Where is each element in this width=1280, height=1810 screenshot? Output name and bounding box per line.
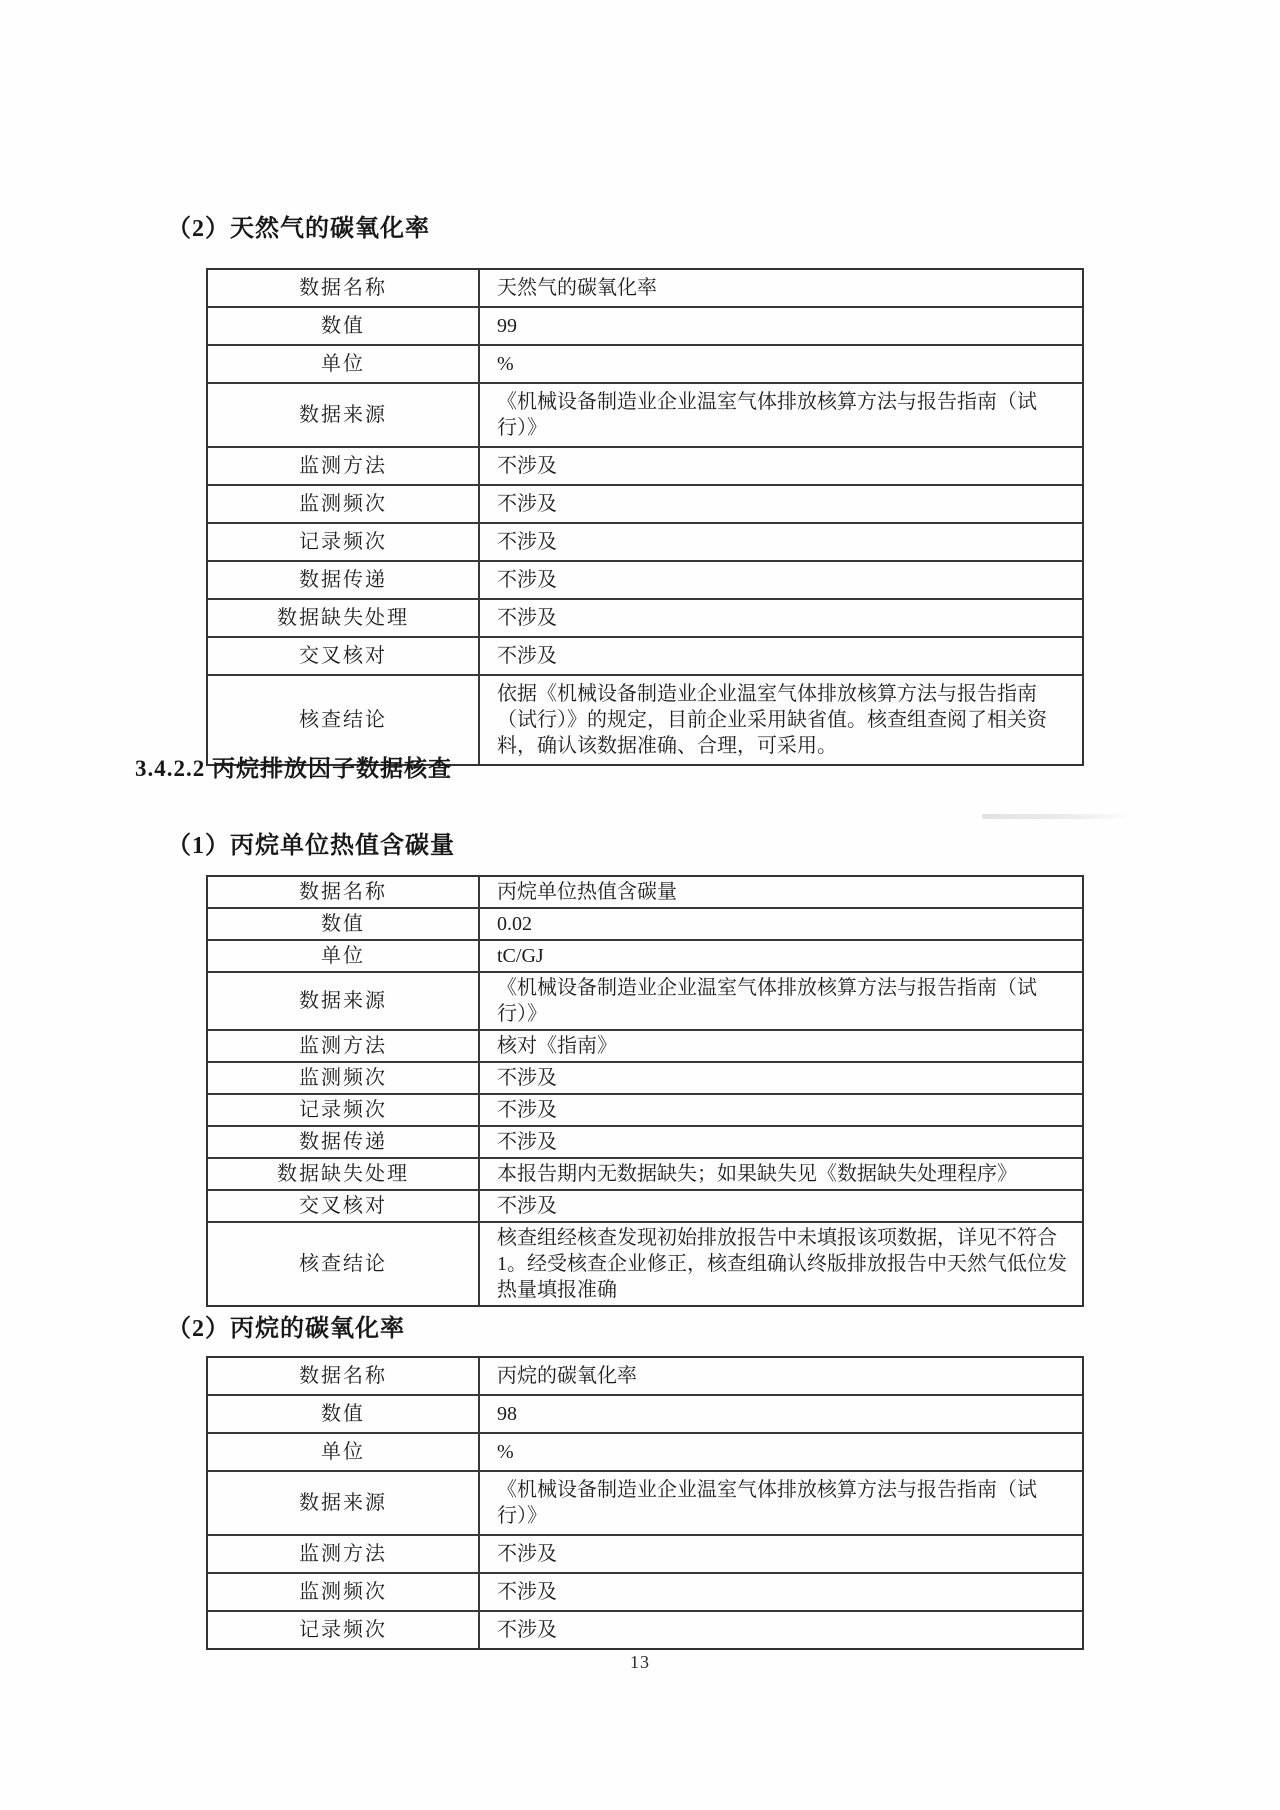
row-label: 核查结论 bbox=[208, 1223, 480, 1305]
table-row bbox=[208, 1572, 1082, 1610]
row-label: 数据缺失处理 bbox=[208, 600, 480, 636]
row-label: 记录频次 bbox=[208, 524, 480, 560]
table-propane-oxidation-rate bbox=[206, 1356, 1084, 1650]
row-label: 核查结论 bbox=[208, 676, 480, 764]
table-row bbox=[208, 939, 1082, 971]
table-row bbox=[208, 971, 1082, 1029]
scan-artifact bbox=[982, 814, 1132, 819]
table-row bbox=[208, 907, 1082, 939]
row-value: 《机械设备制造业企业温室气体排放核算方法与报告指南（试行）》 bbox=[497, 1479, 1037, 1527]
row-value: 《机械设备制造业企业温室气体排放核算方法与报告指南（试行）》 bbox=[497, 977, 1037, 1025]
table-row bbox=[208, 382, 1082, 446]
row-value: 不涉及 bbox=[497, 1619, 557, 1641]
row-value: 依据《机械设备制造业企业温室气体排放核算方法与报告指南（试行）》的规定，目前企业采用缺省值。核查组查阅了相关资料，确认该数据准确、合理，可采用。 bbox=[497, 683, 1047, 757]
row-label: 数据名称 bbox=[208, 270, 480, 306]
row-value: 不涉及 bbox=[497, 1099, 557, 1121]
table-natural-gas-oxidation-rate bbox=[206, 268, 1084, 766]
table-row bbox=[208, 344, 1082, 382]
row-label: 监测方法 bbox=[208, 1536, 480, 1572]
row-value: 99 bbox=[497, 315, 517, 337]
row-label: 监测频次 bbox=[208, 486, 480, 522]
row-label: 数据传递 bbox=[208, 1127, 480, 1157]
table-row bbox=[208, 1610, 1082, 1648]
table-row bbox=[208, 1029, 1082, 1061]
row-label: 记录频次 bbox=[208, 1095, 480, 1125]
row-label: 数据来源 bbox=[208, 973, 480, 1029]
heading-propane-oxidation-rate: （2）丙烷的碳氧化率 bbox=[167, 1316, 405, 1342]
table-row bbox=[208, 1432, 1082, 1470]
table-row bbox=[208, 1534, 1082, 1572]
row-value: 不涉及 bbox=[497, 607, 557, 629]
table-row bbox=[208, 1358, 1082, 1394]
row-value: 丙烷单位热值含碳量 bbox=[497, 881, 677, 903]
row-label: 监测方法 bbox=[208, 1031, 480, 1061]
table-row bbox=[208, 1125, 1082, 1157]
table-row bbox=[208, 1470, 1082, 1534]
row-label: 数值 bbox=[208, 1396, 480, 1432]
row-value: 不涉及 bbox=[497, 1581, 557, 1603]
row-value: 不涉及 bbox=[497, 1195, 557, 1217]
row-label: 数据名称 bbox=[208, 1358, 480, 1394]
heading-section-3-4-2-2: 3.4.2.2 丙烷排放因子数据核查 bbox=[135, 756, 452, 781]
row-value: 不涉及 bbox=[497, 493, 557, 515]
row-label: 数据传递 bbox=[208, 562, 480, 598]
row-value: % bbox=[497, 353, 514, 375]
row-label: 交叉核对 bbox=[208, 1191, 480, 1221]
row-value: 本报告期内无数据缺失；如果缺失见《数据缺失处理程序》 bbox=[497, 1163, 1017, 1185]
row-label: 监测频次 bbox=[208, 1063, 480, 1093]
row-value: 《机械设备制造业企业温室气体排放核算方法与报告指南（试行）》 bbox=[497, 391, 1037, 439]
table-row bbox=[208, 598, 1082, 636]
heading-natural-gas-oxidation-rate: （2）天然气的碳氧化率 bbox=[167, 216, 430, 242]
row-value: 不涉及 bbox=[497, 645, 557, 667]
table-row bbox=[208, 484, 1082, 522]
table-row bbox=[208, 1221, 1082, 1305]
row-value: 98 bbox=[497, 1403, 517, 1425]
table-row bbox=[208, 674, 1082, 764]
table-row bbox=[208, 1394, 1082, 1432]
row-label: 记录频次 bbox=[208, 1612, 480, 1648]
row-label: 交叉核对 bbox=[208, 638, 480, 674]
table-row bbox=[208, 522, 1082, 560]
row-label: 单位 bbox=[208, 941, 480, 971]
row-label: 数据名称 bbox=[208, 877, 480, 907]
table-row bbox=[208, 306, 1082, 344]
row-label: 监测频次 bbox=[208, 1574, 480, 1610]
table-row bbox=[208, 1189, 1082, 1221]
table-row bbox=[208, 446, 1082, 484]
table-row bbox=[208, 560, 1082, 598]
row-value: 0.02 bbox=[497, 913, 532, 935]
row-label: 数据缺失处理 bbox=[208, 1159, 480, 1189]
row-value: 天然气的碳氧化率 bbox=[497, 277, 657, 299]
row-value: 不涉及 bbox=[497, 1131, 557, 1153]
row-value: 核对《指南》 bbox=[497, 1035, 617, 1057]
row-label: 数据来源 bbox=[208, 384, 480, 446]
table-row bbox=[208, 636, 1082, 674]
row-value: tC/GJ bbox=[497, 945, 544, 967]
table-row bbox=[208, 1093, 1082, 1125]
page-number: 13 bbox=[630, 1652, 650, 1672]
row-label: 监测方法 bbox=[208, 448, 480, 484]
row-value: 不涉及 bbox=[497, 531, 557, 553]
row-value: 不涉及 bbox=[497, 455, 557, 477]
row-label: 单位 bbox=[208, 346, 480, 382]
row-label: 单位 bbox=[208, 1434, 480, 1470]
table-propane-carbon-content bbox=[206, 875, 1084, 1307]
table-row bbox=[208, 877, 1082, 907]
table-row bbox=[208, 1061, 1082, 1093]
row-value: 不涉及 bbox=[497, 569, 557, 591]
row-value: 丙烷的碳氧化率 bbox=[497, 1365, 637, 1387]
row-label: 数据来源 bbox=[208, 1472, 480, 1534]
row-value: 不涉及 bbox=[497, 1543, 557, 1565]
row-value: 不涉及 bbox=[497, 1067, 557, 1089]
row-label: 数值 bbox=[208, 909, 480, 939]
row-value: 核查组经核查发现初始排放报告中未填报该项数据，详见不符合1。经受核查企业修正，核查组确认终版排放报告中天然气低位发热量填报准确 bbox=[497, 1227, 1067, 1301]
heading-propane-carbon-content: （1）丙烷单位热值含碳量 bbox=[167, 833, 455, 859]
row-label: 数值 bbox=[208, 308, 480, 344]
row-value: % bbox=[497, 1441, 514, 1463]
table-row bbox=[208, 270, 1082, 306]
table-row bbox=[208, 1157, 1082, 1189]
